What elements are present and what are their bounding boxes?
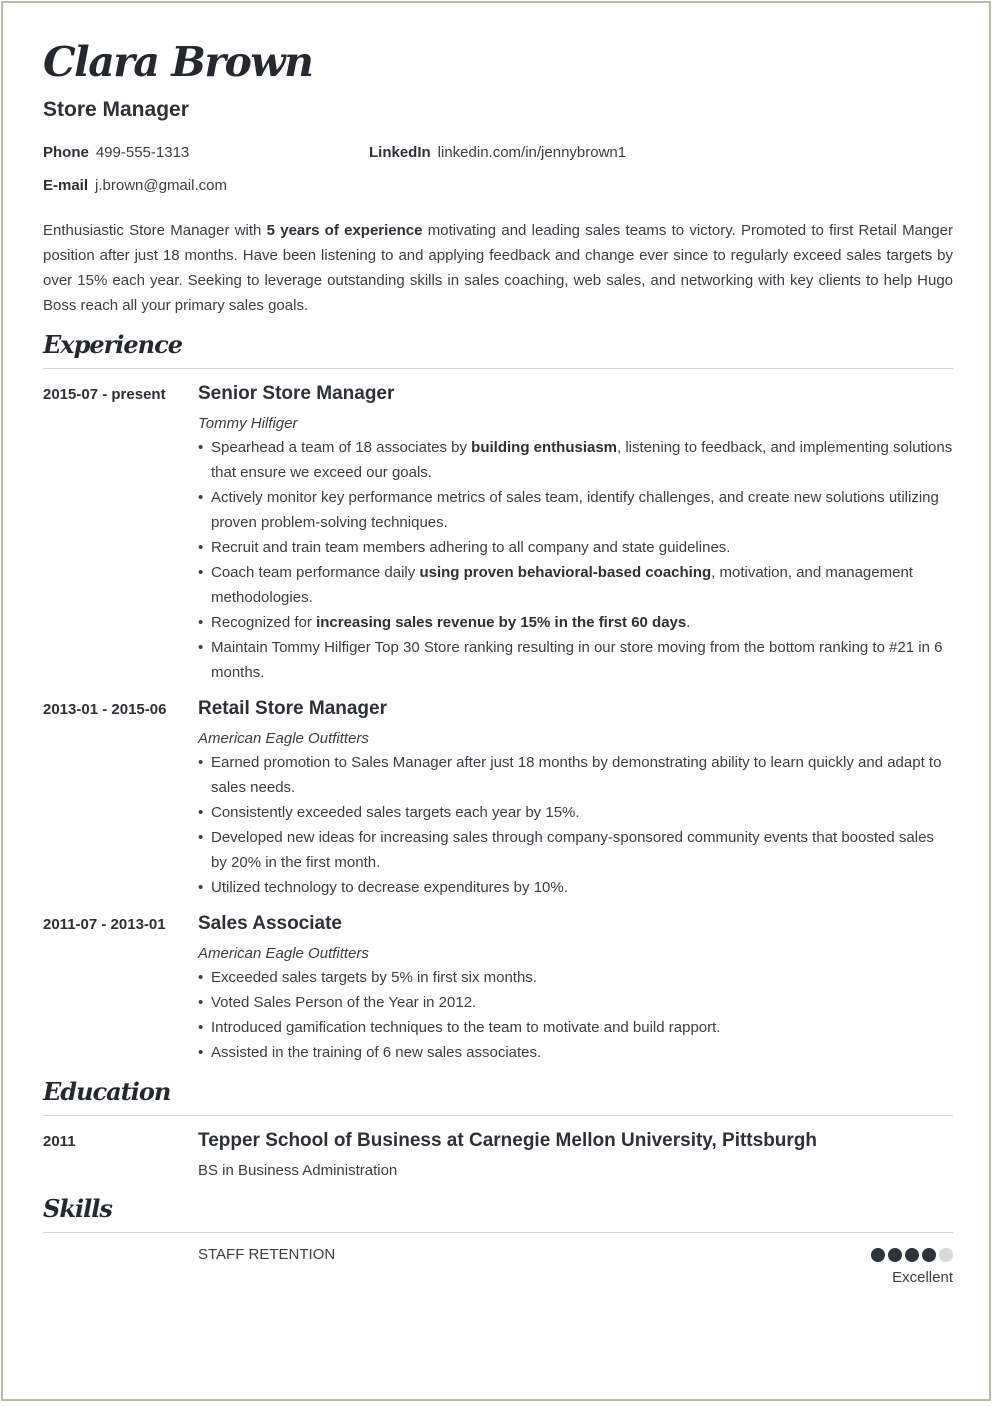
contact-phone (43, 144, 189, 161)
bullet-text-end: . (686, 614, 691, 631)
job-bullet (198, 435, 953, 485)
job-bullet (198, 965, 953, 990)
job-bullet (198, 610, 953, 635)
job-role: Retail Store Manager (198, 698, 387, 719)
summary-text-end: motivating and leading sales teams to victory. Promoted to first Retail Manger position after just 18 months. Have been listening to and applying feedback and change ever since to regularly exceed sales targets by over 15% each year. Seeking to leverage outstanding skills in sales coaching, web sales, and networking with key clients to help Hugo Boss reach all your primary sales goals. (43, 222, 953, 314)
job-bullet (198, 535, 953, 560)
email-value[interactable]: j.brown@gmail.com (95, 177, 227, 194)
education-year: 2011 (43, 1133, 76, 1150)
job-bullet (198, 485, 953, 535)
education-heading-text: Education (43, 1077, 171, 1106)
bullet-text: Coach team performance daily (211, 564, 420, 581)
bullet-highlight: increasing sales revenue by 15% in the first 60 days (316, 614, 687, 631)
bullet-text: Voted Sales Person of the Year in 2012. (211, 994, 477, 1011)
skills-heading (43, 1194, 953, 1233)
skills-heading-text: Skills (43, 1194, 112, 1223)
bullet-text: Introduced gamification techniques to the team to motivate and build rapport. (211, 1019, 721, 1036)
bullet-text: Consistently exceeded sales targets each year by 15%. (211, 804, 580, 821)
contact-linkedin (369, 144, 626, 161)
bullet-text-end: , listening to feedback, and implementing solutions that ensure we exceed our goals. (211, 439, 953, 481)
linkedin-label: LinkedIn (369, 144, 431, 161)
job-bullet (198, 990, 953, 1015)
job-bullets (198, 965, 953, 1065)
bullet-text: Actively monitor key performance metrics of sales team, identify challenges, and create new solutions utilizing proven problem-solving techniques. (211, 489, 939, 531)
education-heading (43, 1077, 953, 1116)
bullet-text: Recognized for (211, 614, 317, 631)
rating-dot-filled (905, 1248, 919, 1262)
linkedin-value[interactable]: linkedin.com/in/jennybrown1 (437, 144, 627, 161)
job-role: Senior Store Manager (198, 383, 395, 404)
job-company: American Eagle Outfitters (198, 730, 369, 747)
job-bullet (198, 875, 953, 900)
experience-heading-text: Experience (43, 330, 183, 359)
experience-heading (43, 330, 953, 369)
bullet-text: Utilized technology to decrease expenditures by 10%. (211, 879, 568, 896)
summary-text-start: Enthusiastic Store Manager with (43, 222, 267, 239)
candidate-title: Store Manager (43, 98, 189, 121)
bullet-text: Spearhead a team of 18 associates by (211, 439, 472, 456)
bullet-text: Assisted in the training of 6 new sales associates. (211, 1044, 542, 1061)
bullet-text: Earned promotion to Sales Manager after just 18 months by demonstrating ability to learn quickly and adapt to sales needs. (211, 754, 942, 796)
job-company: Tommy Hilfiger (198, 415, 298, 432)
job-bullet (198, 750, 953, 800)
job-bullet (198, 825, 953, 875)
candidate-name: Clara Brown (43, 38, 313, 86)
summary-highlight: 5 years of experience (266, 222, 423, 239)
job-bullet (198, 635, 953, 685)
skill-rating (871, 1248, 953, 1262)
rating-dot-empty (939, 1248, 953, 1262)
contact-email (43, 177, 227, 194)
job-role: Sales Associate (198, 913, 342, 934)
rating-dot-filled (888, 1248, 902, 1262)
job-bullet (198, 1040, 953, 1065)
job-dates: 2015-07 - present (43, 386, 166, 403)
job-bullet (198, 560, 953, 610)
skill-name: STAFF RETENTION (198, 1246, 336, 1263)
bullet-text: Maintain Tommy Hilfiger Top 30 Store ranking resulting in our store moving from the bottom ranking to #21 in 6 months. (211, 639, 943, 681)
bullet-text: Recruit and train team members adhering to all company and state guidelines. (211, 539, 731, 556)
rating-dot-filled (871, 1248, 885, 1262)
bullet-text-end: , motivation, and management methodologies. (211, 564, 913, 606)
email-label: E-mail (43, 177, 89, 194)
bullet-highlight: building enthusiasm (471, 439, 618, 456)
bullet-text: Exceeded sales targets by 5% in first six months. (211, 969, 537, 986)
job-dates: 2013-01 - 2015-06 (43, 701, 167, 718)
bullet-highlight: using proven behavioral-based coaching (419, 564, 712, 581)
job-bullet (198, 1015, 953, 1040)
skill-level: Excellent (892, 1269, 953, 1286)
job-company: American Eagle Outfitters (198, 945, 369, 962)
education-degree: BS in Business Administration (198, 1162, 398, 1179)
job-bullet (198, 800, 953, 825)
job-bullets (198, 435, 953, 685)
rating-dot-filled (922, 1248, 936, 1262)
profile-summary (43, 218, 953, 318)
phone-label: Phone (43, 144, 89, 161)
job-dates: 2011-07 - 2013-01 (43, 916, 166, 933)
education-school: Tepper School of Business at Carnegie Mellon University, Pittsburgh (198, 1130, 818, 1151)
job-bullets (198, 750, 953, 900)
bullet-text: Developed new ideas for increasing sales through company-sponsored community events that boosted sales by 20% in the first month. (211, 829, 934, 871)
phone-value: 499-555-1313 (95, 144, 190, 161)
